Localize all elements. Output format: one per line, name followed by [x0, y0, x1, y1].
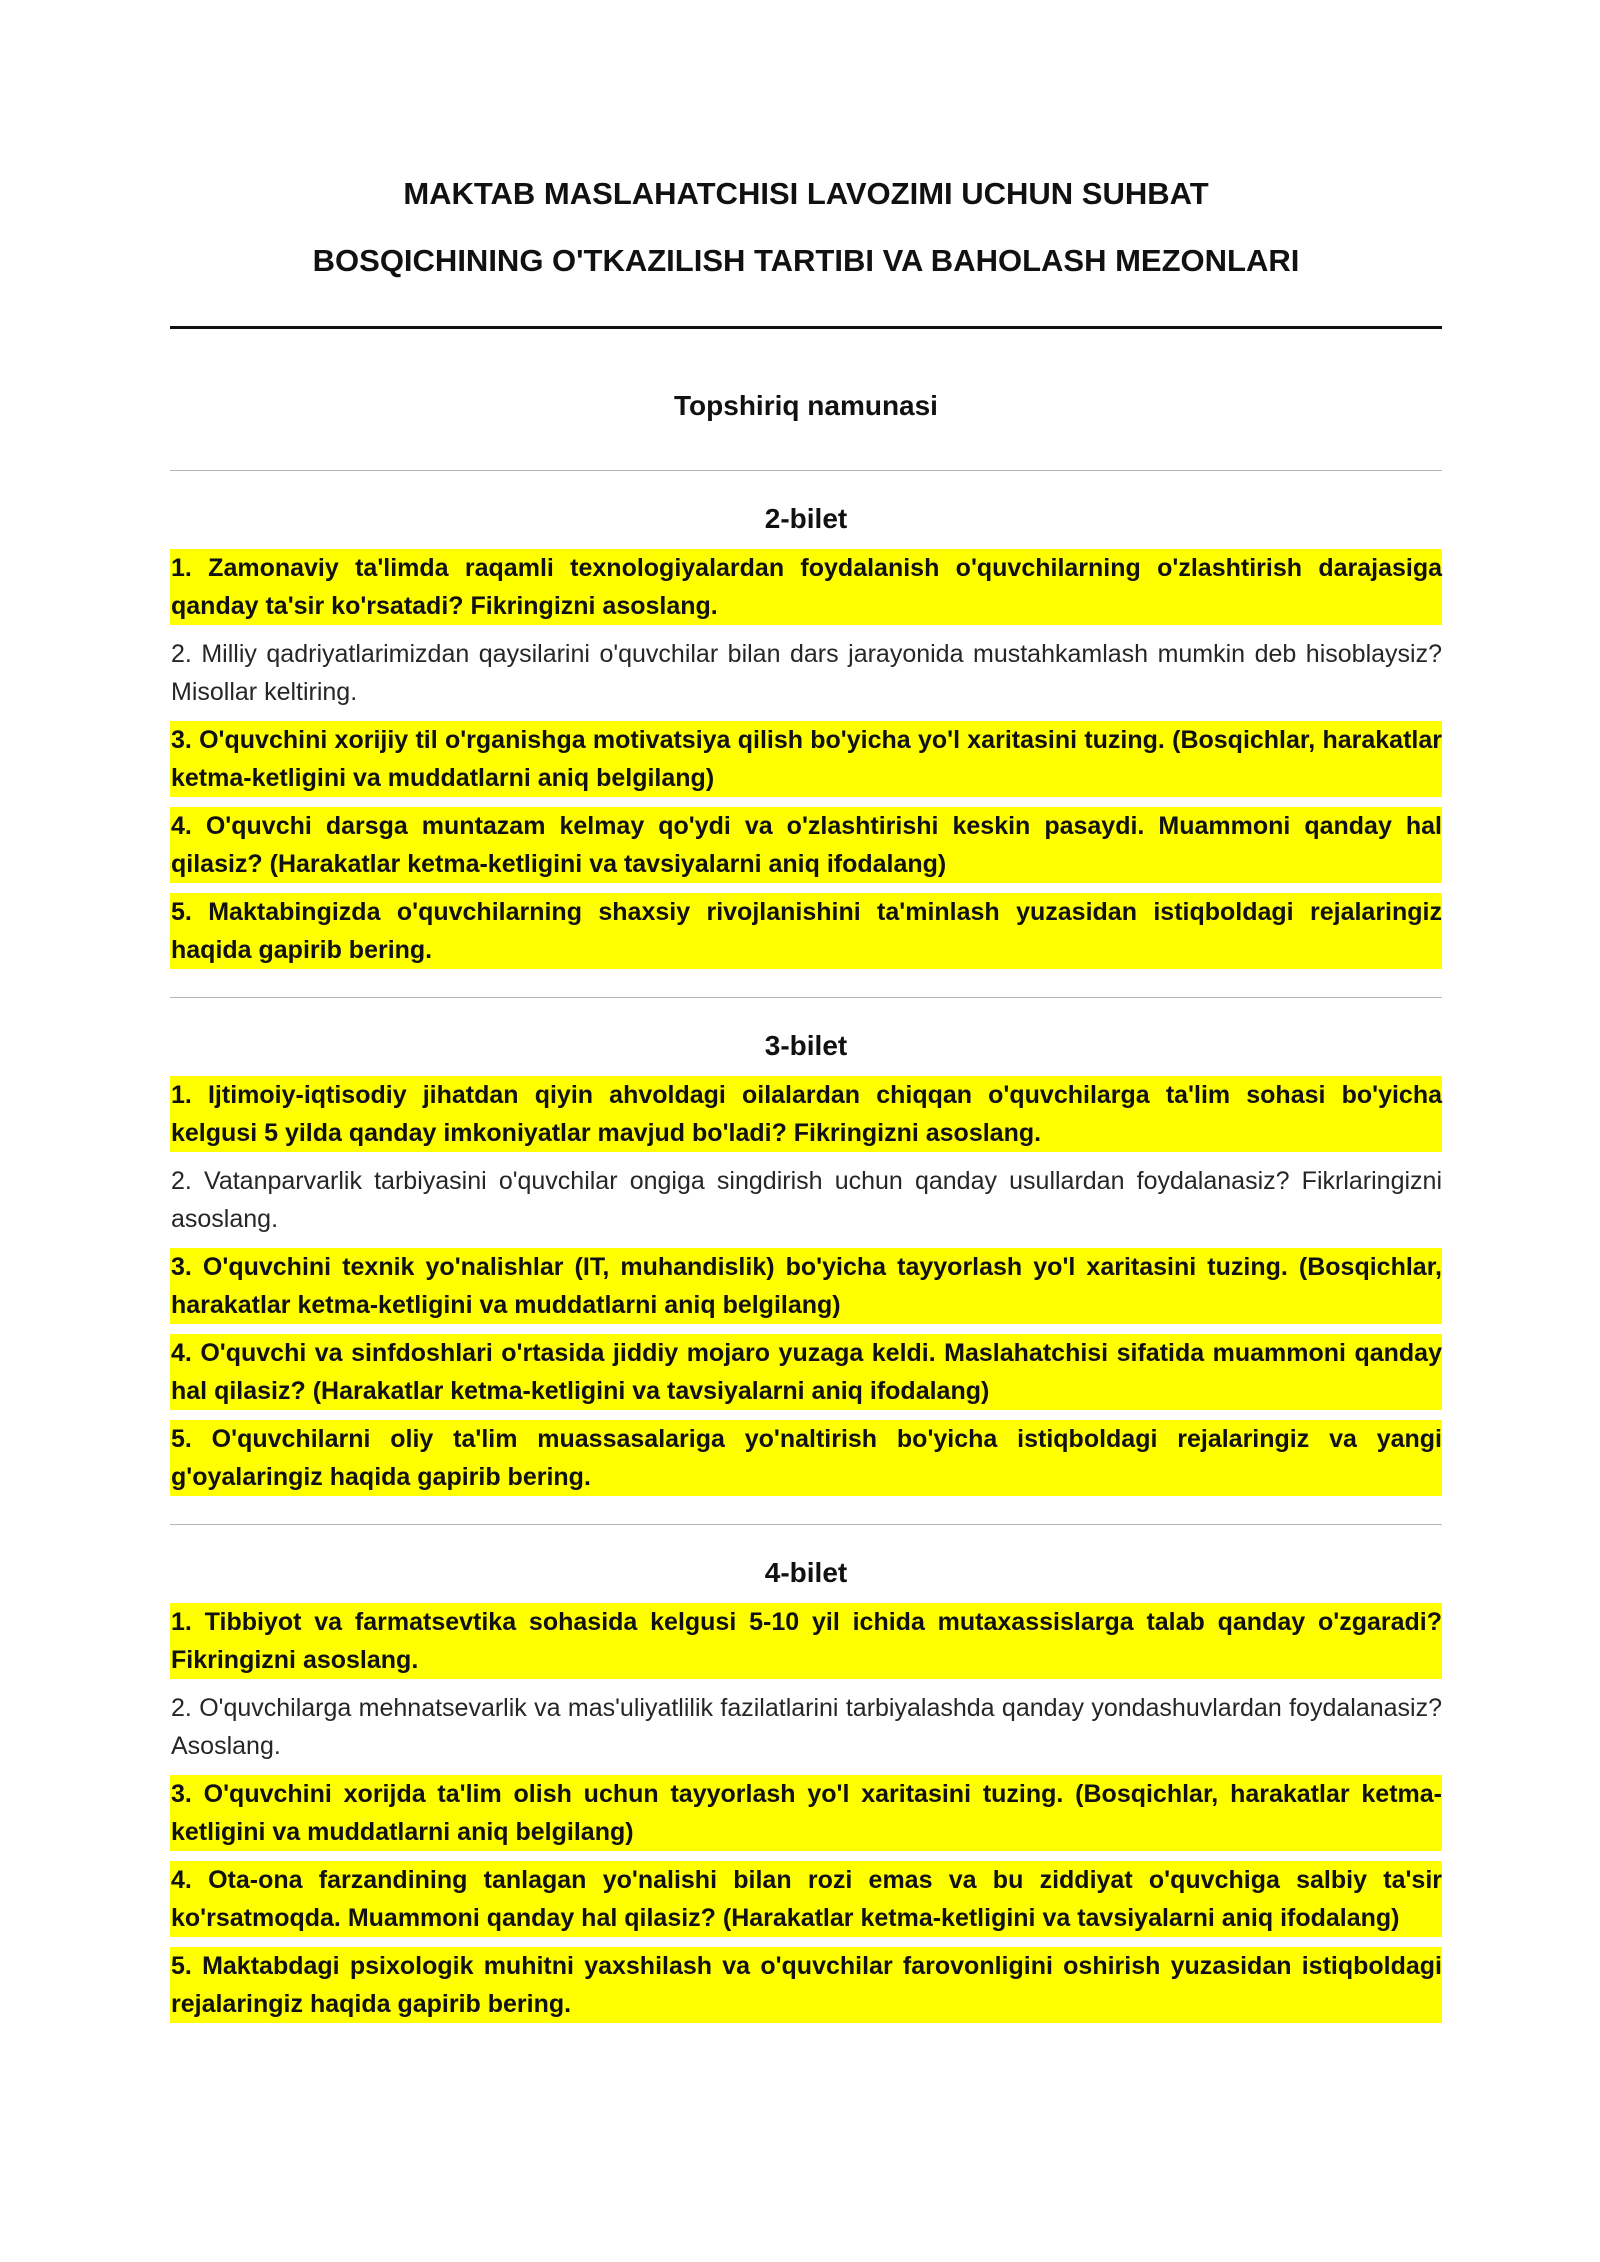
- section-divider: [170, 1524, 1442, 1525]
- section-divider: [170, 470, 1442, 471]
- question-item: 4. O'quvchi darsga muntazam kelmay qo'ydi va o'zlashtirishi keskin pasaydi. Muammoni qanday hal qilasiz? (Harakatlar ketma-ketligini va tavsiyalarni aniq ifodalang): [170, 807, 1442, 883]
- ticket-title: 3-bilet: [764, 1030, 848, 1061]
- question-item: 3. O'quvchini xorijiy til o'rganishga motivatsiya qilish bo'yicha yo'l xaritasini tuzing. (Bosqichlar, harakatlar ketma-ketligini va muddatlarni aniq belgilang): [170, 721, 1442, 797]
- tickets-container: [170, 470, 1442, 2033]
- document-subtitle: Topshiriq namunasi: [674, 390, 938, 421]
- ticket-section: [170, 997, 1442, 1524]
- question-item: 2. O'quvchilarga mehnatsevarlik va mas'uliyatlilik fazilatlarini tarbiyalashda qanday yondashuvlardan foydalanasiz? Asoslang.: [171, 1694, 1442, 1760]
- title-divider: [170, 326, 1442, 329]
- document-title: [170, 160, 1442, 294]
- ticket-title: 4-bilet: [764, 1557, 848, 1588]
- question-item: 5. Maktabdagi psixologik muhitni yaxshilash va o'quvchilar farovonligini oshirish yuzasidan istiqboldagi rejalaringiz haqida gapirib bering.: [170, 1947, 1442, 2023]
- section-divider: [170, 997, 1442, 998]
- question-item: 1. Zamonaviy ta'limda raqamli texnologiyalardan foydalanish o'quvchilarning o'zlashtirish darajasiga qanday ta'sir ko'rsatadi? Fikringizni asoslang.: [170, 549, 1442, 625]
- question-item: 4. O'quvchi va sinfdoshlari o'rtasida jiddiy mojaro yuzaga keldi. Maslahatchisi sifatida muammoni qanday hal qilasiz? (Harakatlar ketma-ketligini va tavsiyalarni aniq ifodalang): [170, 1334, 1442, 1410]
- title-line-2: BOSQICHINING O'TKAZILISH TARTIBI VA BAHOLASH MEZONLARI: [312, 243, 1300, 278]
- question-item: 5. Maktabingizda o'quvchilarning shaxsiy rivojlanishini ta'minlash yuzasidan istiqboldagi rejalaringiz haqida gapirib bering.: [170, 893, 1442, 969]
- ticket-section: [170, 470, 1442, 997]
- question-item: 2. Milliy qadriyatlarimizdan qaysilarini o'quvchilar bilan dars jarayonida mustahkamlash mumkin deb hisoblaysiz? Misollar keltiring.: [171, 640, 1442, 706]
- question-item: 1. Ijtimoiy-iqtisodiy jihatdan qiyin ahvoldagi oilalardan chiqqan o'quvchilarga ta'lim sohasi bo'yicha kelgusi 5 yilda qanday imkoniyatlar mavjud bo'ladi? Fikringizni asoslang.: [170, 1076, 1442, 1152]
- ticket-title: 2-bilet: [764, 503, 848, 534]
- question-item: 2. Vatanparvarlik tarbiyasini o'quvchilar ongiga singdirish uchun qanday usullardan foydalanasiz? Fikrlaringizni asoslang.: [171, 1167, 1442, 1233]
- title-line-1: MAKTAB MASLAHATCHISI LAVOZIMI UCHUN SUHBAT: [403, 176, 1209, 211]
- question-item: 4. Ota-ona farzandining tanlagan yo'nalishi bilan rozi emas va bu ziddiyat o'quvchiga salbiy ta'sir ko'rsatmoqda. Muammoni qanday hal qilasiz? (Harakatlar ketma-ketligini va tavsiyalarni aniq ifodalang): [170, 1861, 1442, 1937]
- question-item: 5. O'quvchilarni oliy ta'lim muassasalariga yo'naltirish bo'yicha istiqboldagi rejalaringiz va yangi g'oyalaringiz haqida gapirib bering.: [170, 1420, 1442, 1496]
- ticket-section: [170, 1524, 1442, 2023]
- question-item: 3. O'quvchini xorijda ta'lim olish uchun tayyorlash yo'l xaritasini tuzing. (Bosqichlar, harakatlar ketma-ketligini va muddatlarni aniq belgilang): [170, 1775, 1442, 1851]
- question-item: 3. O'quvchini texnik yo'nalishlar (IT, muhandislik) bo'yicha tayyorlash yo'l xaritasini tuzing. (Bosqichlar, harakatlar ketma-ketligini va muddatlarni aniq belgilang): [170, 1248, 1442, 1324]
- question-item: 1. Tibbiyot va farmatsevtika sohasida kelgusi 5-10 yil ichida mutaxassislarga talab qanday o'zgaradi? Fikringizni asoslang.: [170, 1603, 1442, 1679]
